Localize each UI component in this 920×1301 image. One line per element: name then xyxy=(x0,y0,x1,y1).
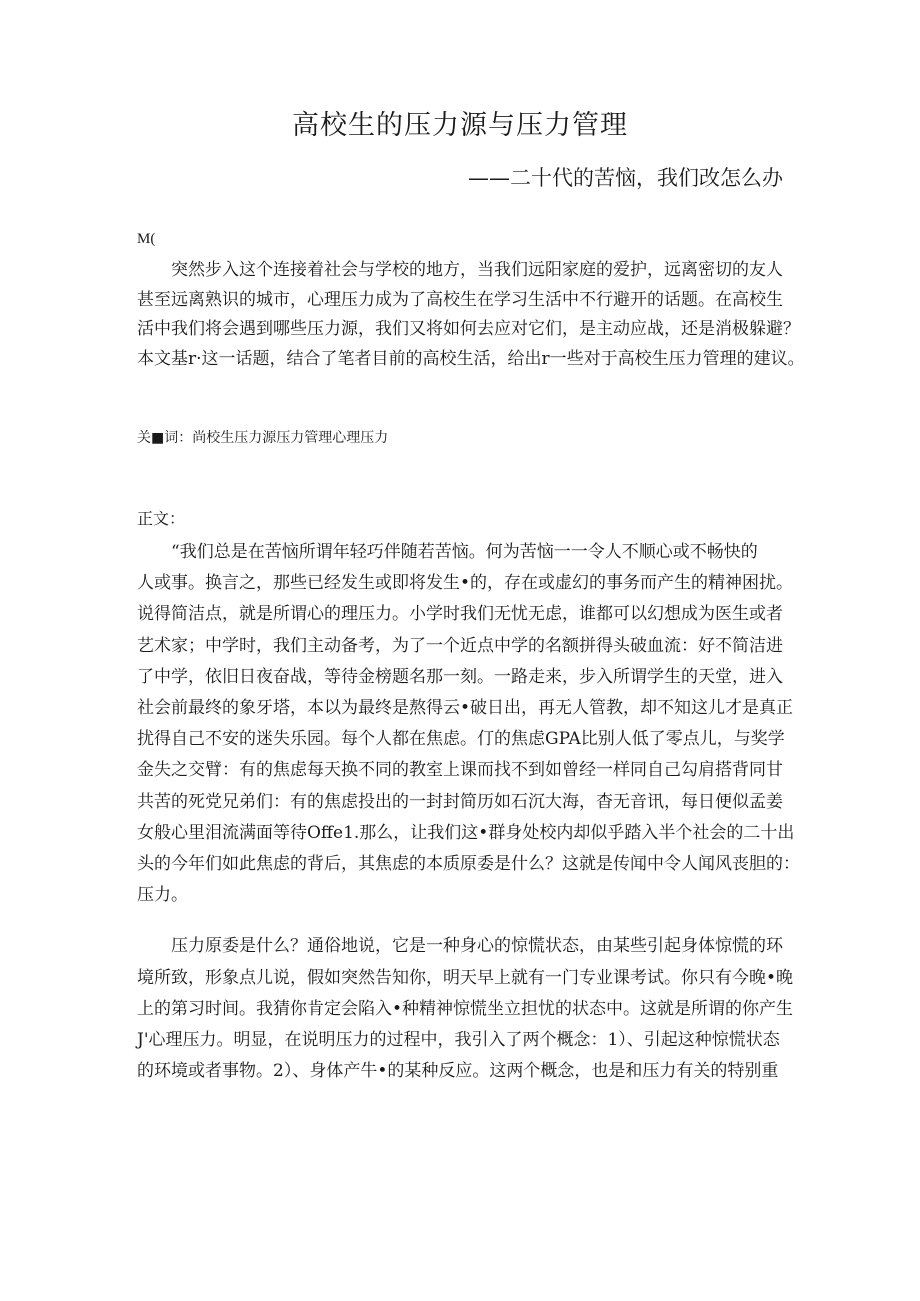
body-line: 头的今年们如此焦虑的背后，其焦虑的本质原委是什么？这就是传闻中令人闻风丧胆的： xyxy=(137,854,800,875)
body-line: 境所致，形象点儿说，假如突然告知你，明天早上就有一门专业课考试。你只有今晚•晚 xyxy=(137,967,794,988)
body-line: 人或事。换言之，那些已经发生或即将发生•的，存在或虚幻的事务而产生的精神困扰。 xyxy=(137,573,794,594)
document-subtitle: ——二十代的苦恼，我们改怎么办 xyxy=(468,166,783,190)
abstract-line: 突然步入这个连接着社会与学校的地方，当我们远阳家庭的爱护，远离密切的友人 xyxy=(137,260,783,280)
abstract-paragraph xyxy=(137,256,805,374)
body-line: 金失之交臂：有的焦虑每天换不同的教室上课而找不到如曾经一样同自己勾肩搭背同甘 xyxy=(137,760,783,781)
body-line: 艺术家；中学时，我们主动备考，为了一个近点中学的名额拼得头破血流：好不简洁进 xyxy=(137,635,783,656)
body-line: 扰得自己不安的迷失乐园。每个人都在焦虑。仃的焦虑GPA比别人低了零点儿，与奖学 xyxy=(137,729,785,750)
body-line: 了中学，依旧日夜奋战，等待金榜题名那一刻。一路走来，步入所谓学生的天堂，进入 xyxy=(137,666,783,687)
body-line: 女般心里泪流满面等待Offe1.那么，让我们这•群身处校内却似乎踏入半个社会的二十出 xyxy=(137,822,795,843)
abstract-line: 甚至远离熟识的城市，心理压力成为了高校生在学习生活中不行避开的话题。在高校生 xyxy=(137,289,783,310)
body-line: 压力原委是什么？通俗地说，它是一种身心的惊慌状态，由某些引起身体惊慌的环 xyxy=(137,936,783,957)
body-text xyxy=(137,537,800,1087)
abstract-line: 活中我们将会遇到哪些压力源，我们又将如何去应对它们，是主动应战，还是消极躲避？ xyxy=(137,319,800,339)
paragraph-spacer xyxy=(137,911,797,931)
body-line: 的环境或者事物。2）、身体产牛•的某种反应。这两个概念，也是和压力有关的特别重 xyxy=(137,1061,779,1082)
body-line: 说得简洁点，就是所谓心的理压力。小学时我们无忧无虑，谁都可以幻想成为医生或者 xyxy=(137,604,783,625)
body-line: J'心理压力。明显，在说明压力的过程中，我引入了两个概念：1）、引起这种惊慌状态 xyxy=(137,1030,780,1051)
body-line: 社会前最终的象牙塔，本以为最终是熬得云•破日出，再无人管教，却不知这儿才是真正 xyxy=(137,698,794,719)
body-line: 压力。 xyxy=(137,885,188,906)
body-line: 上的第习时间。我猜你肯定会陷入•种精神惊慌坐立担忧的状态中。这就是所谓的你产生 xyxy=(137,998,794,1019)
abstract-line: 本文基r·这一话题，结合了笔者目前的高校生活，给出r一些对于高校生压力管理的建议。 xyxy=(137,348,805,369)
body-line: 共苦的死党兄弟们：有的焦虑投出的一封封简历如石沉大海，杳无音讯，每日便似孟姜 xyxy=(137,791,783,812)
keywords-line: 关■词：尚校生压力源压力管理心理压力 xyxy=(137,430,389,446)
body-line: “我们总是在苦恼所谓年轻巧伴随若苦恼。何为苦恼一一令人不顺心或不畅快的 xyxy=(137,542,758,562)
body-label: 正文： xyxy=(137,509,186,528)
abstract-label: M( xyxy=(137,231,156,247)
document-title: 高校生的压力源与压力管理 xyxy=(292,110,628,141)
